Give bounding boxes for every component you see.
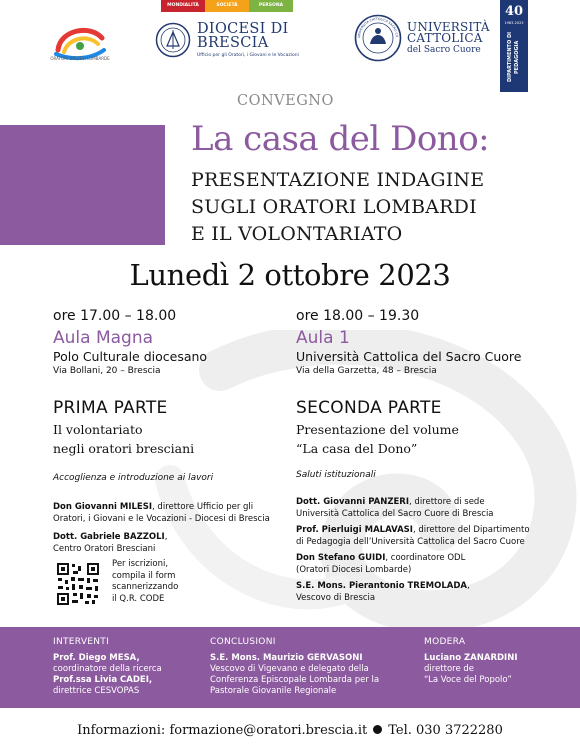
- contact-email[interactable]: Informazioni: formazione@oratori.brescia.it: [77, 723, 368, 738]
- person-separator: ,: [148, 675, 153, 685]
- registration-line: scannerizzando: [112, 582, 179, 592]
- speaker-role-cont: Università Cattolica del Sacro Cuore di Brescia: [296, 508, 494, 519]
- diocese-name-line1: DIOCESI DI: [197, 21, 289, 37]
- ucsc-seal-icon: [354, 14, 402, 62]
- conclusioni-role: Conferenza Episcopale Lombarda per la: [210, 675, 380, 685]
- speaker-name: Don Stefano GUIDI: [296, 553, 386, 563]
- speaker-role-cont: (Oratori Diocesi Lombarde): [296, 564, 412, 575]
- event-subtitle-line: PRESENTAZIONE INDAGINE: [191, 169, 485, 191]
- session-room: Aula 1: [296, 328, 350, 348]
- credits-band: [0, 627, 580, 708]
- speaker-role: , direttore Ufficio per gli: [152, 502, 254, 512]
- speaker-role: , direttore del Dipartimento: [412, 525, 530, 535]
- speaker-entry: [53, 502, 283, 525]
- tab-mondialita: MONDIALITÀ: [161, 0, 205, 12]
- bullet-dot-icon: [373, 725, 382, 734]
- part-description-line: Il volontariato: [53, 422, 143, 437]
- speaker-name: Don Giovanni MILESI: [53, 502, 153, 512]
- session-venue: Polo Culturale diocesano: [53, 349, 208, 364]
- part-description-line: negli oratori bresciani: [53, 441, 195, 456]
- conclusioni-role: Vescovo di Vigevano e delegato della: [210, 664, 369, 674]
- diocese-subtitle: Ufficio per gli Oratori, i Giovani e le Vocazioni: [197, 53, 299, 58]
- speaker-entry: [53, 532, 283, 555]
- part-description-line: “La casa del Dono”: [296, 441, 418, 456]
- speaker-role: ,: [466, 581, 470, 591]
- speaker-role-cont: Centro Oratori Bresciani: [53, 543, 156, 554]
- speaker-role-cont: Vescovo di Brescia: [296, 592, 376, 603]
- speaker-name: S.E. Mons. Pierantonio TREMOLADA: [296, 581, 467, 591]
- event-date: Lunedì 2 ottobre 2023: [129, 258, 451, 292]
- session-venue: Università Cattolica del Sacro Cuore: [296, 349, 522, 364]
- registration-line: compila il form: [112, 570, 176, 581]
- speaker-role-cont: di Pedagogia dell’Università Cattolica del Sacro Cuore: [296, 536, 525, 547]
- diocese-color-tabs: [161, 0, 293, 12]
- speaker-entry: [296, 581, 546, 604]
- speaker-entry: [296, 525, 546, 548]
- event-subtitle-line: E IL VOLONTARIATO: [191, 223, 403, 245]
- session-address: Via della Garzetta, 48 – Brescia: [296, 366, 437, 376]
- modera-section: [424, 637, 554, 686]
- speaker-name: Dott. Gabriele BAZZOLI: [53, 532, 165, 542]
- speaker-role-cont: Oratori, i Giovani e le Vocazioni - Diocesi di Brescia: [53, 513, 270, 524]
- diocese-name: [197, 22, 289, 50]
- ucsc-name-line2: CATTOLICA: [407, 31, 483, 45]
- contact-info: [0, 723, 580, 738]
- modera-name: Luciano ZANARDINI: [424, 653, 518, 663]
- session-first-part: [53, 308, 283, 555]
- conclusioni-name: S.E. Mons. Maurizio GERVASONI: [210, 653, 363, 663]
- speaker-entry: [296, 497, 546, 520]
- speaker-role: ,: [164, 532, 168, 542]
- diocese-seal-icon: [155, 22, 191, 58]
- session-room: Aula Magna: [53, 328, 154, 348]
- tab-persona: PERSONA: [249, 0, 293, 12]
- session-time: ore 17.00 – 18.00: [53, 308, 177, 324]
- event-subtitle: [191, 167, 484, 248]
- speaker-entry: [296, 553, 546, 576]
- purple-accent-block: [0, 125, 165, 245]
- ucsc-subtitle: del Sacro Cuore: [407, 45, 481, 55]
- intervent-role: direttrice CESVOPAS: [53, 686, 140, 696]
- event-title: La casa del Dono:: [191, 119, 490, 159]
- contact-phone[interactable]: Tel. 030 3722280: [388, 723, 503, 738]
- oratori-logo-caption: ORATORI DIOCESI LOMBARDE: [50, 56, 110, 61]
- diocese-name-line2: BRESCIA: [197, 35, 269, 51]
- event-subtitle-line: SUGLI ORATORI LOMBARDI: [191, 196, 477, 218]
- interventi-section: [53, 637, 193, 697]
- speaker-name: Dott. Giovanni PANZERI: [296, 497, 410, 507]
- intro-note: Accoglienza e introduzione ai lavori: [53, 473, 214, 483]
- person-name: Prof. Diego MESA: [53, 653, 137, 663]
- speaker-name: Prof. Pierluigi MALAVASI: [296, 525, 413, 535]
- pedagogia-years: 1983-2023: [504, 21, 524, 25]
- session-time: ore 18.00 – 19.30: [296, 308, 420, 324]
- person-name: Prof.ssa Livia CADEI: [53, 675, 149, 685]
- conclusioni-role: Pastorale Giovanile Regionale: [210, 686, 337, 696]
- event-kind: CONVEGNO: [237, 93, 334, 109]
- part-title: PRIMA PARTE: [53, 398, 168, 418]
- pedagogia-label: DIPARTIMENTO DI PEDAGOGIA: [507, 32, 520, 82]
- session-address: Via Bollani, 20 – Brescia: [53, 366, 161, 376]
- registration-line: il Q.R. CODE: [112, 593, 165, 604]
- pedagogia-badge: [500, 0, 528, 92]
- svg-text:UNIVERSITÀ CATTOLICA SACRO CUO: UNIVERSITÀ CATTOLICA SACRO CU: [356, 16, 400, 39]
- session-second-part: [296, 308, 546, 604]
- speaker-role: , direttore di sede: [409, 497, 485, 507]
- intervent-role: coordinatore della ricerca: [53, 664, 162, 674]
- registration-line: Per iscrizioni,: [112, 559, 169, 569]
- modera-role: direttore de: [424, 664, 475, 674]
- registration-instructions: [112, 559, 178, 605]
- registration-qr-code[interactable]: [56, 562, 100, 606]
- person-separator: ,: [136, 653, 140, 663]
- modera-heading: MODERA: [424, 637, 466, 647]
- conclusioni-heading: CONCLUSIONI: [210, 637, 276, 647]
- pedagogia-anniversary-number: 40: [504, 4, 524, 19]
- part-description-line: Presentazione del volume: [296, 422, 459, 437]
- intervent-name: [53, 653, 193, 664]
- speaker-role: , coordinatore ODL: [385, 553, 466, 563]
- intervent-name: [53, 675, 193, 686]
- part-title: SECONDA PARTE: [296, 398, 442, 418]
- tab-societa: SOCIETÀ: [205, 0, 249, 12]
- modera-role: “La Voce del Popolo”: [424, 675, 512, 685]
- ucsc-name-line1: UNIVERSITÀ: [407, 20, 490, 34]
- conclusioni-section: [210, 637, 400, 697]
- intro-note: Saluti istituzionali: [296, 470, 376, 480]
- interventi-heading: INTERVENTI: [53, 637, 110, 647]
- ucsc-name: [407, 22, 490, 44]
